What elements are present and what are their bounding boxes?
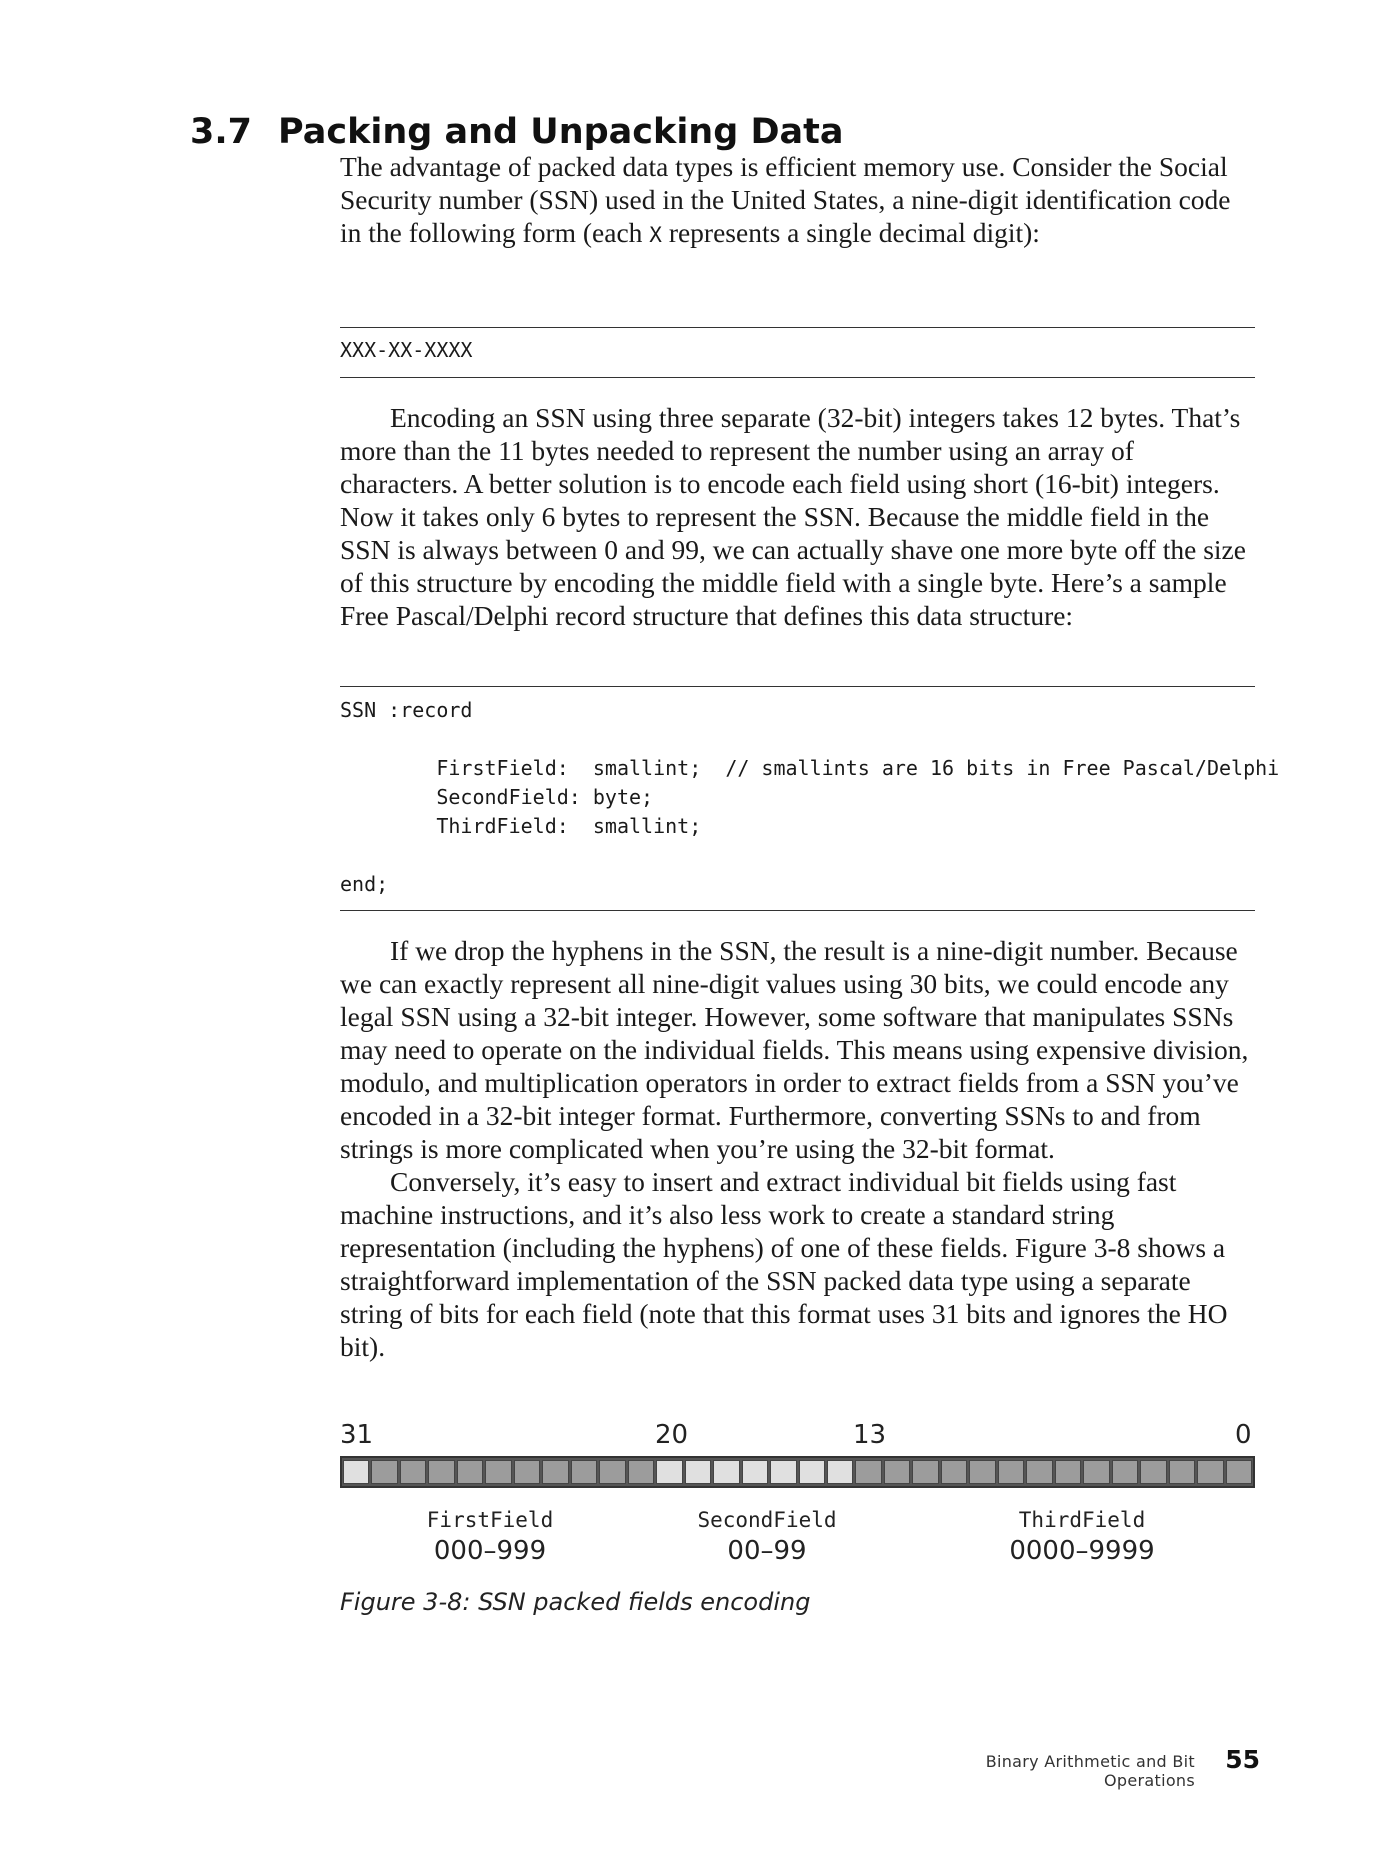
section-title: Packing and Unpacking Data <box>278 112 844 152</box>
bit-cell-2 <box>1169 1460 1195 1484</box>
intro-text-part1: The advantage of packed data types is efficient memory use. Consider the Social Security number (SSN) used in the United States, a nine-digit identification code in the following form (each <box>340 151 1231 248</box>
code-rule-top <box>340 327 1255 328</box>
bit-cell-11 <box>912 1460 938 1484</box>
field-range-first: 000–999 <box>433 1536 547 1566</box>
bit-cell-1 <box>1197 1460 1223 1484</box>
bit-cell-5 <box>1083 1460 1109 1484</box>
intro-text-part2: represents a single decimal digit): <box>661 217 1040 248</box>
bit-cell-28 <box>428 1460 454 1484</box>
bit-cell-21 <box>628 1460 654 1484</box>
record-structure-code: SSN :record FirstField: smallint; // smallints are 16 bits in Free Pascal/Delphi SecondField: byte; ThirdField: smallint; end; <box>340 698 1280 896</box>
field-range-second: 00–99 <box>727 1536 807 1566</box>
field-range-third: 0000–9999 <box>1009 1536 1155 1566</box>
hyphens-paragraph: If we drop the hyphens in the SSN, the result is a nine-digit number. Because we can exactly represent all nine-digit values using 30 bits, we could encode any legal SSN using a 32-bit integer. However, some software that manipulates SSNs may need to operate on the individual fields. This means using expensive division, modulo, and multiplication operators in order to extract fields from a SSN you’ve encoded in a 32-bit integer format. Furthermore, converting SSNs to and from strings is more complicated when you’re using the 32-bit format. <box>340 935 1249 1164</box>
encoding-paragraph-block <box>340 401 1255 632</box>
bit-cell-14 <box>827 1460 853 1484</box>
bit-cell-26 <box>485 1460 511 1484</box>
bit-cell-25 <box>514 1460 540 1484</box>
bit-cell-23 <box>571 1460 597 1484</box>
intro-inline-code: X <box>649 223 662 247</box>
record-rule-top <box>340 686 1255 687</box>
bit-cell-17 <box>742 1460 768 1484</box>
bit-cell-3 <box>1140 1460 1166 1484</box>
bit-cell-27 <box>457 1460 483 1484</box>
bit-cell-0 <box>1226 1460 1252 1484</box>
bit-cell-6 <box>1055 1460 1081 1484</box>
bit-cell-12 <box>884 1460 910 1484</box>
bit-label-31: 31 <box>340 1420 374 1450</box>
ssn-format-code: XXX-XX-XXXX <box>340 338 473 362</box>
bit-cell-15 <box>799 1460 825 1484</box>
bit-cell-29 <box>400 1460 426 1484</box>
running-footer: Binary Arithmetic and Bit Operations <box>985 1752 1195 1790</box>
bit-cell-7 <box>1026 1460 1052 1484</box>
bit-cell-30 <box>371 1460 397 1484</box>
bit-cell-13 <box>855 1460 881 1484</box>
page-number: 55 <box>1225 1745 1260 1774</box>
figure-caption: Figure 3-8: SSN packed fields encoding <box>340 1588 811 1616</box>
section-heading <box>190 112 844 152</box>
record-rule-bottom <box>340 910 1255 911</box>
bit-label-0: 0 <box>1235 1420 1252 1450</box>
bit-label-13: 13 <box>853 1420 887 1450</box>
bit-cell-18 <box>713 1460 739 1484</box>
bit-cell-19 <box>685 1460 711 1484</box>
bit-cell-24 <box>542 1460 568 1484</box>
code-rule-bottom <box>340 377 1255 378</box>
bit-cell-4 <box>1112 1460 1138 1484</box>
encoding-paragraph: Encoding an SSN using three separate (32-bit) integers takes 12 bytes. That’s more than the 11 bytes needed to represent the number using an array of characters. A better solution is to encode each field using short (16-bit) integers. Now it takes only 6 bytes to represent the SSN. Because the middle field in the SSN is always between 0 and 99, we can actually shave one more byte off the size of this structure by encoding the middle field with a single byte. Here’s a sample Free Pascal/Delphi record structure that defines this data structure: <box>340 402 1246 631</box>
field-name-first: FirstField <box>426 1508 554 1532</box>
bit-cell-16 <box>770 1460 796 1484</box>
bit-cell-22 <box>599 1460 625 1484</box>
bit-cell-10 <box>941 1460 967 1484</box>
bit-label-20: 20 <box>655 1420 689 1450</box>
conversely-paragraph: Conversely, it’s easy to insert and extract individual bit fields using fast machine instructions, and it’s also less work to create a standard string representation (including the hyphens) of one of these fields. Figure 3-8 shows a straightforward implementation of the SSN packed data type using a separate string of bits for each field (note that this format uses 31 bits and ignores the HO bit). <box>340 1166 1228 1362</box>
field-name-second: SecondField <box>697 1508 837 1532</box>
intro-paragraph-block <box>340 150 1255 252</box>
bit-cell-9 <box>969 1460 995 1484</box>
intro-paragraph <box>340 150 1255 252</box>
bit-cell-31 <box>343 1460 369 1484</box>
bit-cell-8 <box>998 1460 1024 1484</box>
bit-bar <box>340 1456 1255 1488</box>
bit-cell-20 <box>656 1460 682 1484</box>
section-number: 3.7 <box>190 112 253 152</box>
field-name-third: ThirdField <box>1018 1508 1146 1532</box>
packing-paragraphs-block <box>340 934 1255 1363</box>
